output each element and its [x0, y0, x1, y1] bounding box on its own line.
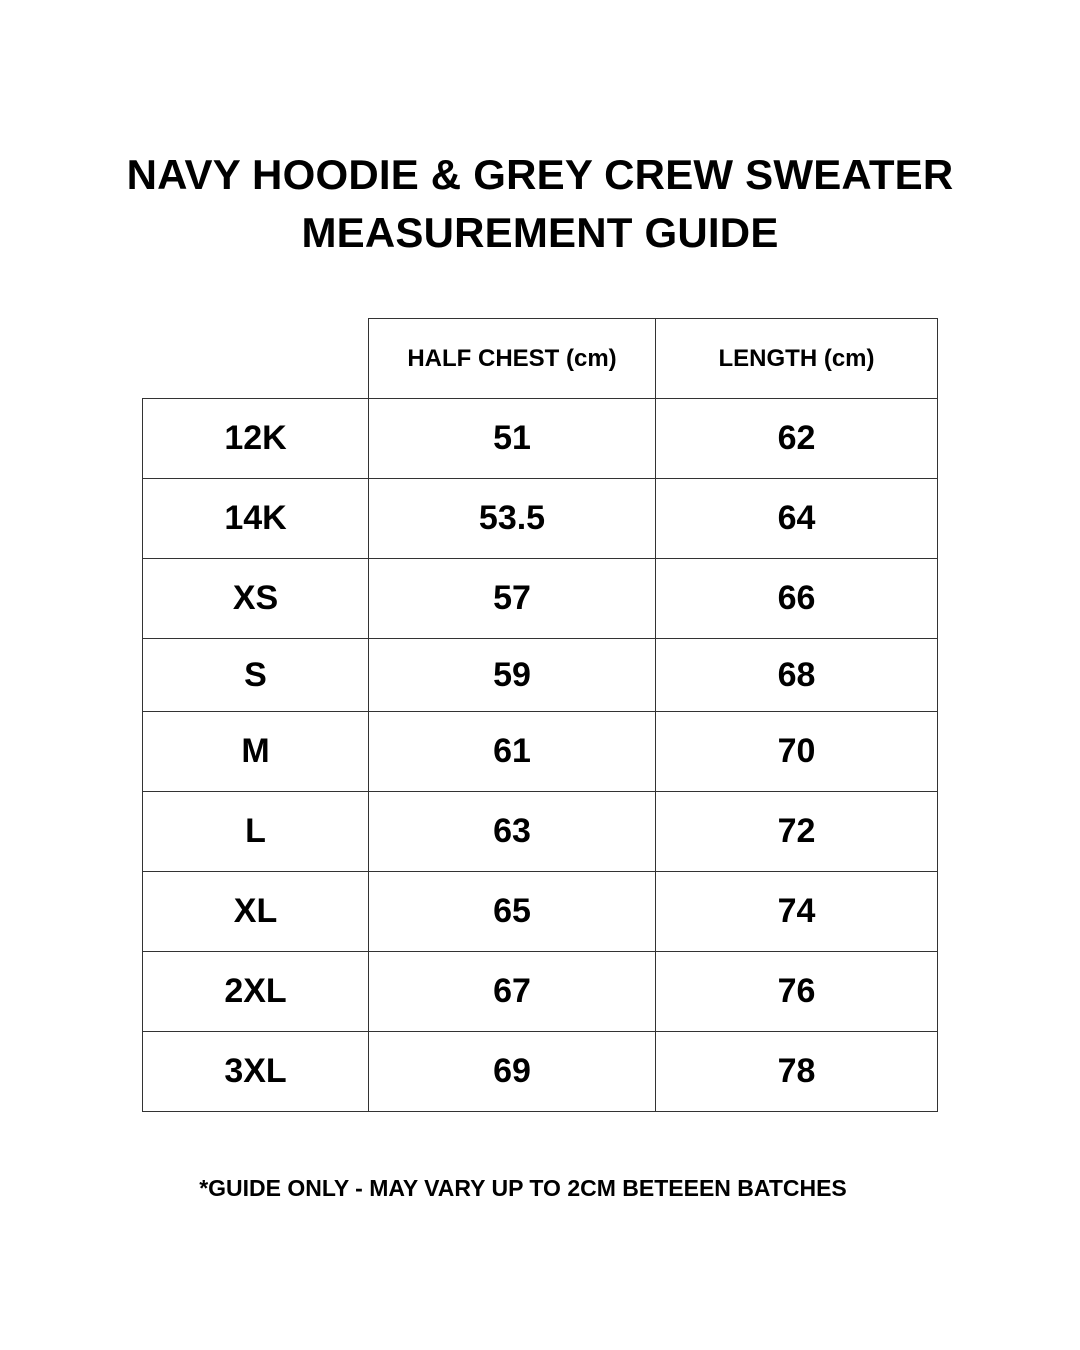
- length-cell: 74: [656, 872, 938, 952]
- length-cell: 64: [656, 479, 938, 559]
- header-length: LENGTH (cm): [656, 319, 938, 399]
- size-cell: 12K: [143, 399, 369, 479]
- length-cell: 70: [656, 712, 938, 792]
- table-header-row: [143, 319, 938, 399]
- footnote: *GUIDE ONLY - MAY VARY UP TO 2CM BETEEEN BATCHES: [199, 1175, 847, 1201]
- size-cell: XS: [143, 559, 369, 639]
- table-row: [143, 1032, 938, 1112]
- half-chest-cell: 69: [369, 1032, 656, 1112]
- length-cell: 76: [656, 952, 938, 1032]
- size-cell: M: [143, 712, 369, 792]
- size-cell: 3XL: [143, 1032, 369, 1112]
- header-blank-cell: [143, 319, 369, 399]
- table-row: [143, 792, 938, 872]
- half-chest-cell: 59: [369, 639, 656, 712]
- half-chest-cell: 67: [369, 952, 656, 1032]
- table-row: [143, 639, 938, 712]
- size-cell: 2XL: [143, 952, 369, 1032]
- title-line-2: MEASUREMENT GUIDE: [301, 209, 779, 256]
- half-chest-cell: 51: [369, 399, 656, 479]
- length-cell: 72: [656, 792, 938, 872]
- half-chest-cell: 53.5: [369, 479, 656, 559]
- size-cell: S: [143, 639, 369, 712]
- half-chest-cell: 61: [369, 712, 656, 792]
- half-chest-cell: 57: [369, 559, 656, 639]
- table-row: [143, 479, 938, 559]
- table-row: [143, 399, 938, 479]
- header-half-chest: HALF CHEST (cm): [369, 319, 656, 399]
- table-row: [143, 559, 938, 639]
- size-cell: XL: [143, 872, 369, 952]
- length-cell: 66: [656, 559, 938, 639]
- size-chart-table: [142, 318, 938, 1112]
- page-title: [0, 146, 1080, 262]
- length-cell: 62: [656, 399, 938, 479]
- length-cell: 78: [656, 1032, 938, 1112]
- half-chest-cell: 63: [369, 792, 656, 872]
- size-cell: 14K: [143, 479, 369, 559]
- size-cell: L: [143, 792, 369, 872]
- table-row: [143, 712, 938, 792]
- title-line-1: NAVY HOODIE & GREY CREW SWEATER: [126, 151, 954, 198]
- length-cell: 68: [656, 639, 938, 712]
- half-chest-cell: 65: [369, 872, 656, 952]
- table-row: [143, 952, 938, 1032]
- table-row: [143, 872, 938, 952]
